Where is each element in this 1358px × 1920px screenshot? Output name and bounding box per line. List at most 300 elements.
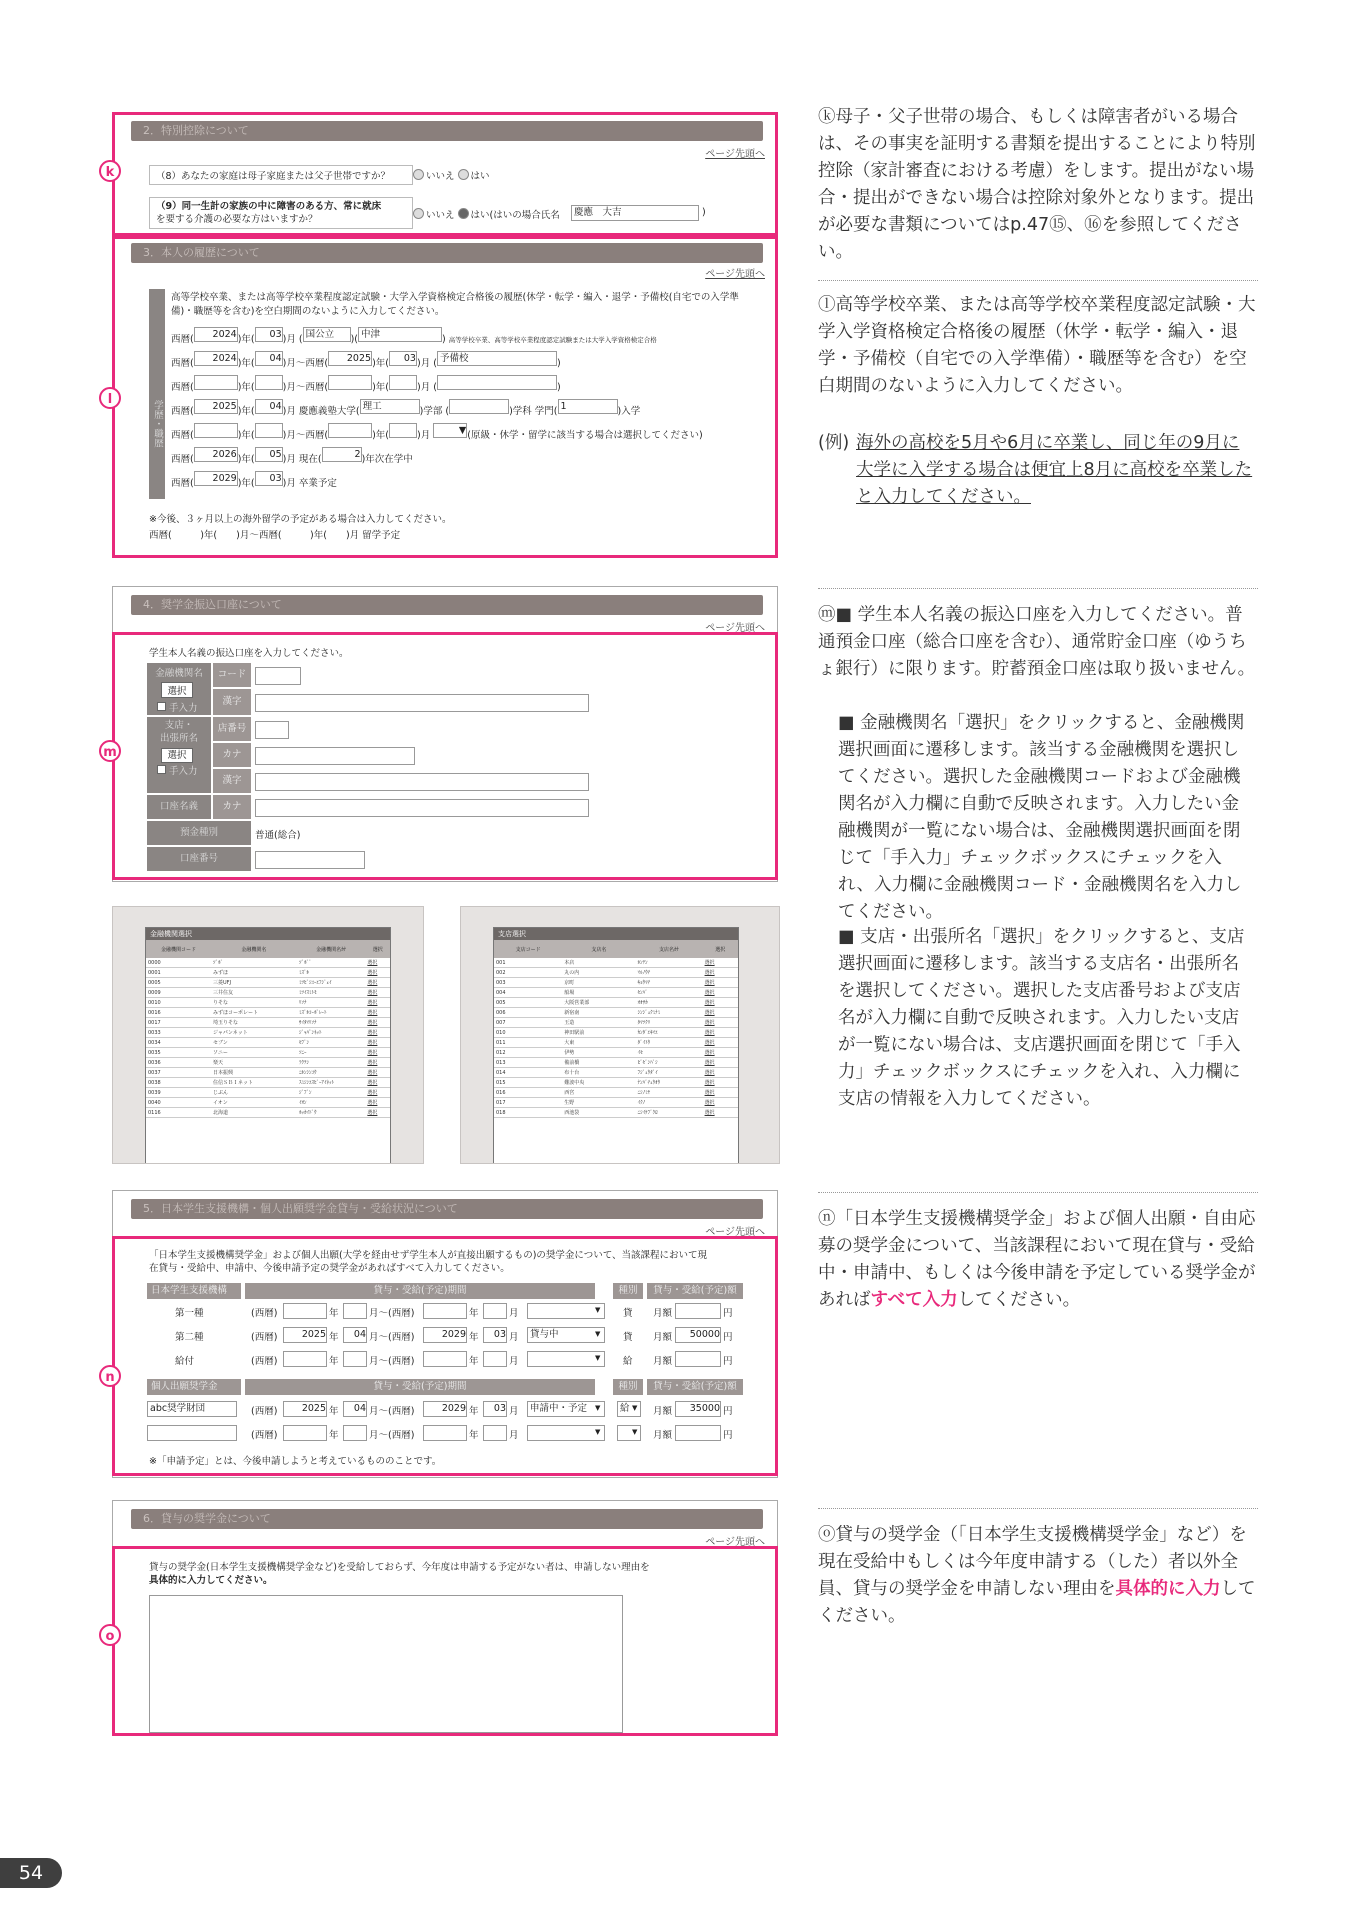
q8-label: （8）あなたの家庭は母子家庭または父子世帯ですか？	[149, 165, 413, 185]
q9-label: （9）同一生計の家族の中に障害のある方、常に就床 を要する介護の必要な方はいますか？	[149, 197, 413, 229]
bank-dialog-table	[146, 940, 390, 1118]
dialog-select-link[interactable]: 選択	[365, 988, 390, 998]
bank-dialog-title: 金融機関選択	[146, 928, 390, 940]
dialog-cell: ﾆﾎﾝｼﾝｺｳ	[297, 1068, 365, 1078]
branch-select-dialog-screenshot	[460, 906, 780, 1164]
example-label: (例)	[818, 433, 850, 453]
start-month-input[interactable]: 04	[343, 1401, 367, 1417]
end-month-input[interactable]: 03	[483, 1401, 507, 1417]
dialog-row[interactable]	[146, 968, 390, 978]
dialog-cell: 0001	[146, 968, 211, 978]
history-side-label: 学歴・職歴	[149, 289, 165, 499]
start-year-input[interactable]: 2025	[283, 1327, 327, 1343]
dialog-select-link[interactable]: 選択	[703, 1098, 738, 1108]
section5-header: 5．日本学生支援機構・個人出願奨学金貸与・受給状況について	[131, 1199, 763, 1219]
end-year-input[interactable]: 2029	[423, 1327, 467, 1343]
kara-label: 月～(西暦)	[369, 1332, 415, 1343]
history-row-3: 西暦( )年( )月～西暦( )年( )月 ( )	[171, 375, 561, 393]
q8-answer[interactable]: いいえ はい	[413, 168, 490, 182]
history-row-2: 西暦( 2024)年( 04)月～西暦( 2025)年( 03)月 ( 予備校 )	[171, 353, 561, 369]
dialog-cell: 006	[494, 1008, 562, 1018]
dialog-cell: ﾀﾞｲﾄｳ	[636, 1038, 703, 1048]
nen-label: 年	[329, 1406, 339, 1417]
dialog-row[interactable]	[146, 1078, 390, 1088]
nen-label: 年	[329, 1308, 339, 1319]
dialog-select-link[interactable]: 選択	[703, 1038, 738, 1048]
dialog-select-link[interactable]: 選択	[365, 1078, 390, 1088]
note-m-2: ■ 金融機関名「選択」をクリックすると、金融機関選択画面に遷移します。該当する金融機関を選択してください。選択した金融機関コードおよび金融機関名が入力欄に自動で反映されます。入力したい金融機関が一覧にない場合は、金融機関選択画面を閉じて「手入力」チェックボックスにチェックを入れ、入力欄に金融機関コード・金融機関名を入力してください。	[838, 713, 1245, 922]
dialog-cell: ｲｵﾝ	[297, 1098, 365, 1108]
dialog-cell: ﾌｼﾞｭｳﾀﾞｲ	[636, 1068, 703, 1078]
dialog-cell: ｿﾆｰ	[297, 1048, 365, 1058]
bank-col-kana: 金融機関名ｶﾅ	[297, 940, 365, 958]
dialog-cell: 005	[494, 998, 562, 1008]
dialog-cell: ﾐｽﾞﾎｺｰﾎﾟﾚｰﾄ	[297, 1008, 365, 1018]
branch-select-dialog	[493, 927, 739, 1164]
dialog-cell: 015	[494, 1078, 562, 1088]
monthly-label: 月額	[653, 1308, 673, 1319]
nen-label: 年	[329, 1430, 339, 1441]
branch-col-select: 選択	[703, 940, 738, 958]
dialog-row[interactable]	[494, 1098, 738, 1108]
seireki-label: (西暦)	[251, 1430, 278, 1441]
dialog-select-link[interactable]: 選択	[365, 998, 390, 1008]
dialog-cell: 0033	[146, 1028, 211, 1038]
dialog-cell: ｾﾌﾞﾝ	[297, 1038, 365, 1048]
dialog-cell: 三井住友	[211, 988, 297, 998]
dialog-cell: 埼玉りそな	[211, 1018, 297, 1028]
abroad-line: 西暦( )年( )月～西暦( )年( )月 留学予定	[149, 530, 401, 541]
dialog-cell: 本店	[562, 958, 635, 968]
dialog-cell: 011	[494, 1038, 562, 1048]
divider	[818, 280, 1258, 281]
dialog-cell: 日本振興	[211, 1068, 297, 1078]
dialog-cell: 003	[494, 978, 562, 988]
seireki-label: (西暦)	[251, 1406, 278, 1417]
section3-header: 3．本人の履歴について	[131, 243, 763, 263]
dialog-cell: りそな	[211, 998, 297, 1008]
dialog-cell: ｻｲﾀﾏﾘｿﾅ	[297, 1018, 365, 1028]
dialog-select-link[interactable]: 選択	[703, 1088, 738, 1098]
dialog-cell: ｾﾝﾊﾞ	[636, 988, 703, 998]
dialog-row[interactable]	[494, 1058, 738, 1068]
kara-label: 月～(西暦)	[369, 1406, 415, 1417]
highlight-o	[112, 1546, 778, 1736]
dialog-cell: ｼﾝｼﾞｭｸﾐﾅﾐ	[636, 1008, 703, 1018]
dialog-cell: 010	[494, 1028, 562, 1038]
monthly-label: 月額	[653, 1356, 673, 1367]
note-l: ⓛ高等学校卒業、または高等学校卒業程度認定試験・大学入学資格検定合格後の履歴（休学・転学・編入・退学・予備校（自宅での入学準備）・職歴等を含む）を空白期間のないように入力してください。	[818, 295, 1256, 396]
dialog-cell: 0037	[146, 1068, 211, 1078]
dialog-select-link[interactable]: 選択	[703, 1048, 738, 1058]
seireki-label: (西暦)	[251, 1332, 278, 1343]
dialog-select-link[interactable]: 選択	[703, 988, 738, 998]
dialog-cell: 013	[494, 1058, 562, 1068]
dialog-cell: 012	[494, 1048, 562, 1058]
scholarship-row-label: 第一種	[175, 1308, 204, 1319]
history-row-5: 西暦( )年( )月～西暦( )年( )月 ▼(原級・休学・留学に該当する場合は選択してください)	[171, 425, 703, 441]
status-select[interactable]: 申請中・予定	[527, 1401, 605, 1417]
dialog-cell: 生野	[562, 1098, 635, 1108]
gatsu-label: 月	[509, 1332, 519, 1343]
chevron-down-icon: ▼	[595, 1306, 601, 1314]
dialog-select-link[interactable]: 選択	[365, 1018, 390, 1028]
page-top-link[interactable]: ページ先頭へ	[705, 623, 765, 634]
account-no-label: 口座番号	[147, 847, 251, 871]
monthly-label: 月額	[653, 1430, 673, 1441]
dialog-select-link[interactable]: 選択	[365, 1088, 390, 1098]
dialog-row[interactable]	[494, 1068, 738, 1078]
dialog-cell: 002	[494, 968, 562, 978]
dialog-select-link[interactable]: 選択	[365, 1038, 390, 1048]
end-year-input[interactable]: 2029	[423, 1401, 467, 1417]
dialog-row[interactable]	[146, 1088, 390, 1098]
divider	[818, 1192, 1258, 1193]
dialog-select-link[interactable]: 選択	[703, 1078, 738, 1088]
dialog-cell: 0017	[146, 1018, 211, 1028]
dialog-row[interactable]	[494, 1028, 738, 1038]
dialog-cell: みずほ	[211, 968, 297, 978]
dialog-cell: 玉造	[562, 1018, 635, 1028]
dialog-cell: 0036	[146, 1058, 211, 1068]
dialog-row[interactable]	[146, 958, 390, 968]
q9-answer[interactable]: いいえ はい(はいの場合氏名	[413, 207, 560, 221]
note-m-3: ■ 支店・出張所名「選択」をクリックすると、支店選択画面に遷移します。該当する支店名・出張所名を選択してください。選択した支店番号および支店名が入力欄に自動で反映されます。入力したい支店が一覧にない場合は、支店選択画面を閉じて「手入力」チェックボックスにチェックを入れ、入力欄に支店の情報を入力してください。	[838, 927, 1245, 1109]
history-row-6: 西暦( 2026)年( 05)月 現在( 2)年次在学中	[171, 449, 413, 465]
dialog-cell: 007	[494, 1018, 562, 1028]
private-header: 個人出願奨学金	[147, 1379, 241, 1395]
dialog-cell: ﾐﾂｲｽﾐﾄﾓ	[297, 988, 365, 998]
dialog-select-link[interactable]: 選択	[365, 1108, 390, 1118]
dialog-cell: 大東	[562, 1038, 635, 1048]
dialog-row[interactable]	[146, 1008, 390, 1018]
history-row-4: 西暦( 2025)年( 04)月 慶應義塾大学( 理工 )学部 ( )学科 学門( 1 )入学	[171, 401, 641, 417]
yen-label: 円	[723, 1308, 733, 1319]
dialog-cell: ﾅﾝﾊﾞﾁｭｳｵｳ	[636, 1078, 703, 1088]
dialog-cell: 西宮	[562, 1088, 635, 1098]
dialog-select-link[interactable]: 選択	[703, 1108, 738, 1118]
kind-label: 貸	[623, 1332, 633, 1343]
dialog-row[interactable]	[494, 978, 738, 988]
page-top-link[interactable]: ページ先頭へ	[705, 149, 765, 160]
dialog-cell: 楽天	[211, 1058, 297, 1068]
dialog-cell: 大阪営業部	[562, 998, 635, 1008]
dialog-cell: 難波中央	[562, 1078, 635, 1088]
highlight-l	[112, 236, 778, 558]
dialog-cell: イオン	[211, 1098, 297, 1108]
branch-col-kana: 支店名ｶﾅ	[636, 940, 703, 958]
history-intro: 高等学校卒業、または高等学校卒業程度認定試験・大学入学資格検定合格後の履歴(休学・転学・編入・退学・予備校(自宅での入学準備)・職歴等を含む)を空白期間のないように入力してください。	[171, 292, 739, 317]
branch-no-label: 店番号	[213, 717, 251, 741]
dialog-cell: ﾆｼﾉﾐﾔ	[636, 1088, 703, 1098]
period-header: 貸与・受給(予定)期間	[245, 1283, 595, 1299]
dialog-row[interactable]	[494, 968, 738, 978]
dialog-select-link[interactable]: 選択	[703, 958, 738, 968]
dialog-cell: 西池袋	[562, 1108, 635, 1118]
page-number: 54	[0, 1858, 62, 1888]
dialog-row[interactable]	[494, 1078, 738, 1088]
dialog-cell: 丸の内	[562, 968, 635, 978]
history-row-7: 西暦( 2029)年( 03)月 卒業予定	[171, 473, 337, 489]
dialog-select-link[interactable]: 選択	[365, 968, 390, 978]
dialog-cell: 新宿南	[562, 1008, 635, 1018]
divider	[818, 1508, 1258, 1509]
monthly-label: 月額	[653, 1406, 673, 1417]
marker-k: k	[99, 160, 121, 182]
dialog-row[interactable]	[146, 1028, 390, 1038]
page-top-link[interactable]: ページ先頭へ	[705, 1537, 765, 1548]
dialog-row[interactable]	[494, 1018, 738, 1028]
chevron-down-icon: ▼	[632, 1428, 638, 1436]
dialog-select-link[interactable]: 選択	[365, 1098, 390, 1108]
dialog-cell: 0034	[146, 1038, 211, 1048]
dialog-cell: 0016	[146, 1008, 211, 1018]
branch-name-label: 支店・ 出張所名 選択 手入力	[147, 717, 211, 793]
dialog-select-link[interactable]: 選択	[365, 958, 390, 968]
dialog-cell: 001	[494, 958, 562, 968]
dialog-cell: ｽﾐｼﾝｴｽﾋﾞｰｱｲﾈｯﾄ	[297, 1078, 365, 1088]
marker-l: l	[99, 387, 121, 409]
dialog-cell: ｶﾝﾀﾞｴｷﾏｴ	[636, 1028, 703, 1038]
dialog-row[interactable]	[494, 1048, 738, 1058]
q9-close-paren: )	[702, 207, 706, 218]
dialog-cell: 014	[494, 1068, 562, 1078]
kind-label: 給	[623, 1356, 633, 1367]
dialog-cell: じぶん	[211, 1088, 297, 1098]
amount-input[interactable]: 35000	[675, 1401, 721, 1417]
dialog-row[interactable]	[146, 978, 390, 988]
dialog-cell: ﾎﾝﾃﾝ	[636, 958, 703, 968]
amount-header-2: 貸与・受給(予定)額	[647, 1379, 743, 1395]
dialog-row[interactable]	[494, 1088, 738, 1098]
history-row-1: 西暦( 2024)年( 03)月 ( 国公立 )( 中津 ) 高等学校卒業、高等学校卒業程度認定試験または大学入学資格検定合格	[171, 329, 657, 345]
note-n: ⓝ「日本学生支援機構奨学金」および個人出願・自由応募の奨学金について、当該課程において現在貸与・受給中・申請中、もしくは今後申請を予定している奨学金があればすべて入力してください。	[818, 1209, 1256, 1310]
dialog-cell: ﾆｼｲｹﾌﾞｸﾛ	[636, 1108, 703, 1118]
dialog-cell: ﾎｯｶｲﾄﾞｳ	[297, 1108, 365, 1118]
dialog-cell: ジャパンネット	[211, 1028, 297, 1038]
dialog-select-link[interactable]: 選択	[365, 1058, 390, 1068]
branch-kana-label: カナ	[213, 743, 251, 767]
dialog-cell: 船場	[562, 988, 635, 998]
dialog-cell: 三菱UFJ	[211, 978, 297, 988]
status-select[interactable]: 貸与中	[527, 1327, 605, 1343]
dialog-cell: 0035	[146, 1048, 211, 1058]
dialog-cell: ｿﾞﾎﾞ	[211, 958, 297, 968]
marker-o: o	[99, 1624, 121, 1646]
dialog-cell: 住信ＳＢＩネット	[211, 1078, 297, 1088]
dialog-select-link[interactable]: 選択	[365, 1048, 390, 1058]
bank-intro: 学生本人名義の振込口座を入力してください。	[149, 648, 349, 659]
bank-col-select: 選択	[365, 940, 390, 958]
nen-label: 年	[329, 1356, 339, 1367]
dialog-cell: ﾘｿﾅ	[297, 998, 365, 1008]
dialog-row[interactable]	[494, 998, 738, 1008]
page-top-link[interactable]: ページ先頭へ	[705, 269, 765, 280]
branch-col-name: 支店名	[562, 940, 635, 958]
dialog-cell: 0010	[146, 998, 211, 1008]
dialog-cell: 0040	[146, 1098, 211, 1108]
bank-name-label: 金融機関名 選択 手入力	[147, 663, 211, 715]
dialog-cell: 布十台	[562, 1068, 635, 1078]
bank-col-code: 金融機関コード	[146, 940, 211, 958]
dialog-select-link[interactable]: 選択	[365, 1008, 390, 1018]
branch-kanji-label: 漢字	[213, 769, 251, 793]
highlight-n	[112, 1236, 778, 1476]
dialog-cell: ソニー	[211, 1048, 297, 1058]
gatsu-label: 月	[509, 1308, 519, 1319]
dialog-cell: ｿﾞﾎﾞﾞ	[297, 958, 365, 968]
chevron-down-icon: ▼	[632, 1404, 638, 1412]
dialog-cell: 0039	[146, 1088, 211, 1098]
dialog-row[interactable]	[494, 1008, 738, 1018]
nen-label: 年	[329, 1332, 339, 1343]
dialog-select-link[interactable]: 選択	[365, 1068, 390, 1078]
bank-select-dialog	[145, 927, 391, 1164]
dialog-cell: 018	[494, 1108, 562, 1118]
dialog-select-link[interactable]: 選択	[703, 968, 738, 978]
dialog-select-link[interactable]: 選択	[703, 1028, 738, 1038]
dialog-row[interactable]	[146, 1048, 390, 1058]
branch-dialog-title: 支店選択	[494, 928, 738, 940]
q9-name-field[interactable]: 慶應 大吉	[571, 205, 699, 221]
example-text: 海外の高校を5月や6月に卒業し、同じ年の9月に大学に入学する場合は便宜上8月に高校を卒業したと入力してください。	[856, 433, 1253, 507]
dialog-cell: ﾐｽﾞﾎ	[297, 968, 365, 978]
highlight-m	[112, 632, 778, 880]
dialog-select-link[interactable]: 選択	[703, 978, 738, 988]
dialog-cell: 伊勢	[562, 1048, 635, 1058]
dialog-cell: 北海道	[211, 1108, 297, 1118]
dialog-cell: 0038	[146, 1078, 211, 1088]
dialog-select-link[interactable]: 選択	[365, 978, 390, 988]
dialog-cell: ｼﾞｬﾊﾟﾝﾈｯﾄ	[297, 1028, 365, 1038]
kind-select[interactable]: 給	[617, 1401, 641, 1417]
dialog-row[interactable]	[494, 958, 738, 968]
dialog-cell: ﾏﾙﾉｳﾁ	[636, 968, 703, 978]
nen-label: 年	[469, 1406, 479, 1417]
marker-n: n	[99, 1365, 121, 1387]
type-header-2: 種別	[613, 1379, 643, 1395]
dialog-cell: ﾀﾏﾂｸﾘ	[636, 1018, 703, 1028]
scholarship-row-label: 給付	[175, 1356, 195, 1367]
divider	[818, 588, 1258, 589]
gatsu-label: 月	[509, 1430, 519, 1441]
abroad-note: ※今後、３ヶ月以上の海外留学の予定がある場合は入力してください。	[149, 514, 452, 525]
section4-header: 4．奨学金振込口座について	[131, 595, 763, 615]
bank-col-name: 金融機関名	[211, 940, 297, 958]
dialog-select-link[interactable]: 選択	[703, 1058, 738, 1068]
type-header: 種別	[613, 1283, 643, 1299]
kara-label: 月～(西暦)	[369, 1308, 415, 1319]
dialog-cell: 016	[494, 1088, 562, 1098]
yen-label: 円	[723, 1356, 733, 1367]
branch-dialog-table	[494, 940, 738, 1118]
dialog-cell: ｲｸﾉ	[636, 1098, 703, 1108]
dialog-cell: ﾐﾂﾋﾞｼﾕｰｴﾌｼﾞｪｲ	[297, 978, 365, 988]
chevron-down-icon: ▼	[595, 1428, 601, 1436]
dialog-row[interactable]	[146, 1038, 390, 1048]
dialog-cell: ｵｵｻｶ	[636, 998, 703, 1008]
kara-label: 月～(西暦)	[369, 1356, 415, 1367]
jasso-header: 日本学生支援機構	[147, 1283, 241, 1299]
branch-select-button[interactable]: 選択	[161, 748, 193, 763]
dialog-row[interactable]	[146, 988, 390, 998]
dialog-row[interactable]	[494, 988, 738, 998]
bank-select-dialog-screenshot	[112, 906, 424, 1164]
marker-m: m	[99, 740, 121, 762]
dialog-cell: ｼﾞﾌﾞﾝ	[297, 1088, 365, 1098]
nen-label: 年	[469, 1332, 479, 1343]
gatsu-label: 月	[509, 1406, 519, 1417]
dialog-cell: 017	[494, 1098, 562, 1108]
dialog-cell: セブン	[211, 1038, 297, 1048]
dialog-cell: 神田駅前	[562, 1028, 635, 1038]
scholarship-footnote: ※「申請予定」とは、今後申請しようと考えているもののことです。	[149, 1456, 442, 1467]
branch-col-code: 支店コード	[494, 940, 562, 958]
nen-label: 年	[469, 1308, 479, 1319]
dialog-row[interactable]	[146, 1098, 390, 1108]
scholarship-row-label: 第二種	[175, 1332, 204, 1343]
page-top-link[interactable]: ページ先頭へ	[705, 1227, 765, 1238]
dialog-row[interactable]	[146, 1068, 390, 1078]
bank-kanji-label: 漢字	[213, 689, 251, 715]
dialog-select-link[interactable]: 選択	[703, 1008, 738, 1018]
dialog-select-link[interactable]: 選択	[703, 1018, 738, 1028]
highlight-k	[112, 112, 778, 236]
scholarship-intro: 「日本学生支援機構奨学金」および個人出願(大学を経由せず学生本人が直接出願するもの)の奨学金について、当該課程において現 在貸与・受給中、申請中、今後申請予定の奨学金があればすべて入力してください。	[149, 1250, 708, 1274]
dialog-row[interactable]	[146, 1018, 390, 1028]
amount-input[interactable]: 50000	[675, 1327, 721, 1343]
note-k: ⓚ母子・父子世帯の場合、もしくは障害者がいる場合は、その事実を証明する書類を提出することにより特別控除（家計審査における考慮）をします。提出がない場合・提出ができない場合は控除対象外となります。提出が必要な書類についてはp.47⑮、⑯を参照してください。	[818, 107, 1256, 262]
dialog-cell: みずほコーポレート	[211, 1008, 297, 1018]
seireki-label: (西暦)	[251, 1308, 278, 1319]
yen-label: 円	[723, 1332, 733, 1343]
nen-label: 年	[469, 1430, 479, 1441]
gatsu-label: 月	[509, 1356, 519, 1367]
dialog-row[interactable]	[146, 998, 390, 1008]
dialog-cell: 0116	[146, 1108, 211, 1118]
monthly-label: 月額	[653, 1332, 673, 1343]
end-month-input[interactable]: 03	[483, 1327, 507, 1343]
dialog-select-link[interactable]: 選択	[703, 1068, 738, 1078]
section2-header: 2．特別控除について	[131, 121, 763, 141]
deposit-type-value: 普通(総合)	[255, 830, 301, 841]
kind-label: 貸	[623, 1308, 633, 1319]
chevron-down-icon: ▼	[595, 1330, 601, 1338]
account-kana-label: カナ	[213, 795, 251, 819]
chevron-down-icon: ▼	[595, 1404, 601, 1412]
dialog-cell: 0005	[146, 978, 211, 988]
start-year-input[interactable]: 2025	[283, 1401, 327, 1417]
nen-label: 年	[469, 1356, 479, 1367]
deposit-type-label: 預金種別	[147, 821, 251, 845]
dialog-cell: ｷｮｳﾏﾁ	[636, 978, 703, 988]
note-o: ⓞ貸与の奨学金（「日本学生支援機構奨学金」など）を現在受給中もしくは今年度申請する（した）者以外全員、貸与の奨学金を申請しない理由を具体的に入力してください。	[818, 1525, 1256, 1626]
bank-code-label: コード	[213, 663, 251, 687]
dialog-row[interactable]	[494, 1038, 738, 1048]
dialog-row[interactable]	[146, 1058, 390, 1068]
dialog-cell: 備前橋	[562, 1058, 635, 1068]
dialog-row[interactable]	[146, 1108, 390, 1118]
start-month-input[interactable]: 04	[343, 1327, 367, 1343]
dialog-cell: ﾗｸﾃﾝ	[297, 1058, 365, 1068]
dialog-select-link[interactable]: 選択	[365, 1028, 390, 1038]
note-m-1: ⓜ■ 学生本人名義の振込口座を入力してください。普通預金口座（総合口座を含む）、通常貯金口座（ゆうちょ銀行）に限ります。貯蓄預金口座は取り扱いません。	[818, 605, 1256, 679]
bank-select-button[interactable]: 選択	[161, 682, 193, 698]
dialog-cell: 京町	[562, 978, 635, 988]
dialog-select-link[interactable]: 選択	[703, 998, 738, 1008]
scholarship-name-input[interactable]: abc奨学財団	[147, 1401, 237, 1417]
dialog-row[interactable]	[494, 1108, 738, 1118]
